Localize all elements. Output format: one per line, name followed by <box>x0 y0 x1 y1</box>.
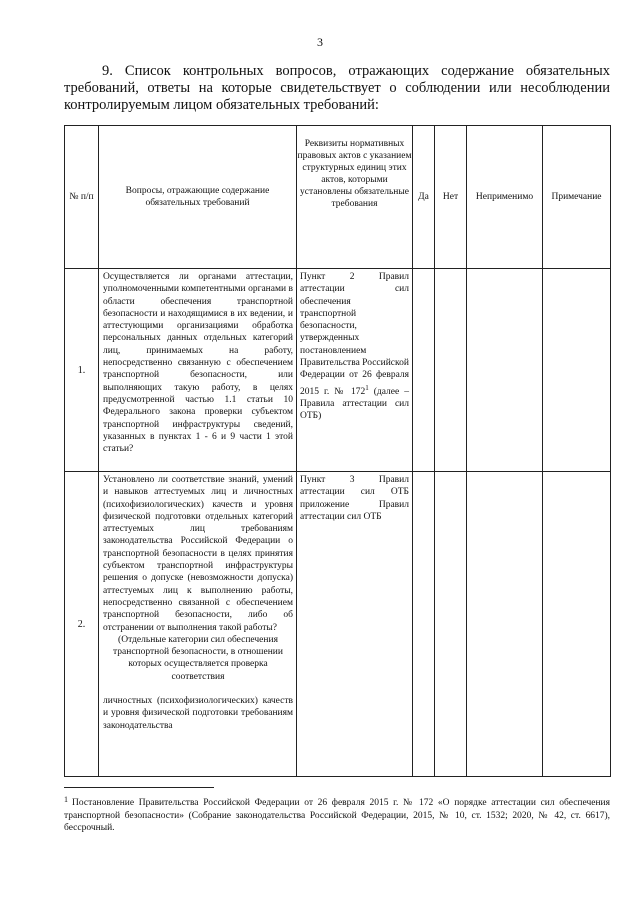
table-header-row <box>65 126 611 269</box>
header-requisites: Реквизиты нормативных правовых актов с указанием структурных единиц этих актов, которыми установлены обязательные требования <box>297 126 413 269</box>
answer-not-applicable-cell[interactable] <box>467 269 543 472</box>
question-cell: Осуществляется ли органами аттестации, уполномоченными компетентными органами в области обеспечения транспортной безопасности и находящимися в их ведении, и аттестующими организациями обработка персональных данных отдельных категорий лиц, принимаемых на работу, непосредственно связанную с обеспечением транспортной безопасности, или выполняющих такую работу, в целях предусмотренной частью 1.1 статьи 10 Федерального закона проверки субъектом транспортной инфраструктуры сведений, указанных в пунктах 1 - 6 и 9 части 1 этой статьи? <box>99 269 297 472</box>
checklist-table <box>64 125 611 777</box>
table-row <box>65 269 611 472</box>
section-heading: 9. Список контрольных вопросов, отражающих содержание обязательных требований, ответы на которые свидетельствует о соблюдении или несоблюдении контролируемым лицом обязательных требований: <box>64 63 610 113</box>
header-not-applicable: Неприменимо <box>467 126 543 269</box>
header-note: Примечание <box>543 126 611 269</box>
footnote-reference: 1 <box>365 383 369 392</box>
question-text: Установлено ли соответствие знаний, умений и навыков аттестуемых лиц и личностных (психофизиологических) качеств и уровня физической подготовки отдельных категорий аттестуемых лиц требованиям законодательства Российской Федерации о транспортной безопасности в целях принятия субъектом транспортной инфраструктуры решения о допуске (невозможности допуска) аттестуемых лиц к выполнению работы, непосредственно связанной с обеспечением транспортной безопасности, либо об отстранении от выполнения такой работы? <box>103 475 293 633</box>
footnote-mark: 1 <box>64 795 68 804</box>
note-cell[interactable] <box>543 472 611 777</box>
question-cell <box>99 472 297 777</box>
answer-no-cell[interactable] <box>435 269 467 472</box>
answer-yes-cell[interactable] <box>413 472 435 777</box>
answer-yes-cell[interactable] <box>413 269 435 472</box>
footnote-separator <box>64 787 214 788</box>
header-questions: Вопросы, отражающие содержание обязательных требований <box>99 126 297 269</box>
page-number: 3 <box>317 35 323 49</box>
header-num: № п/п <box>65 126 99 269</box>
note-cell[interactable] <box>543 269 611 472</box>
header-yes: Да <box>413 126 435 269</box>
requisites-text: Пункт 2 Правил аттестации сил обеспечения транспортной безопасности, утвержденных постановлением Правительства Российской Федерации от 26 февраля 2015 г. № 172 <box>300 272 409 397</box>
question-continuation: личностных (психофизиологических) качеств и уровня физической подготовки требованиям законодательства <box>103 696 293 731</box>
question-note: (Отдельные категории сил обеспечения транспортной безопасности, в отношении которых осуществляется проверка соответствия <box>113 634 283 682</box>
requisites-cell: Пункт 3 Правил аттестации сил ОТБ приложение Правил аттестации сил ОТБ <box>297 472 413 777</box>
header-no: Нет <box>435 126 467 269</box>
footnote-text: Постановление Правительства Российской Федерации от 26 февраля 2015 г. № 172 «О порядке аттестации сил обеспечения транспортной безопасности» (Собрание законодательства Российской Федерации, 2015, № 10, ст. 1532; 2020, № 42, ст. 6617), бессрочный. <box>64 798 610 833</box>
row-number: 1. <box>65 269 99 472</box>
table-row <box>65 472 611 777</box>
answer-not-applicable-cell[interactable] <box>467 472 543 777</box>
requisites-cell <box>297 269 413 472</box>
answer-no-cell[interactable] <box>435 472 467 777</box>
requisites-text-tail: (далее – Правила аттестации сил ОТБ) <box>300 386 409 422</box>
row-number: 2. <box>65 472 99 777</box>
footnote <box>64 794 610 835</box>
